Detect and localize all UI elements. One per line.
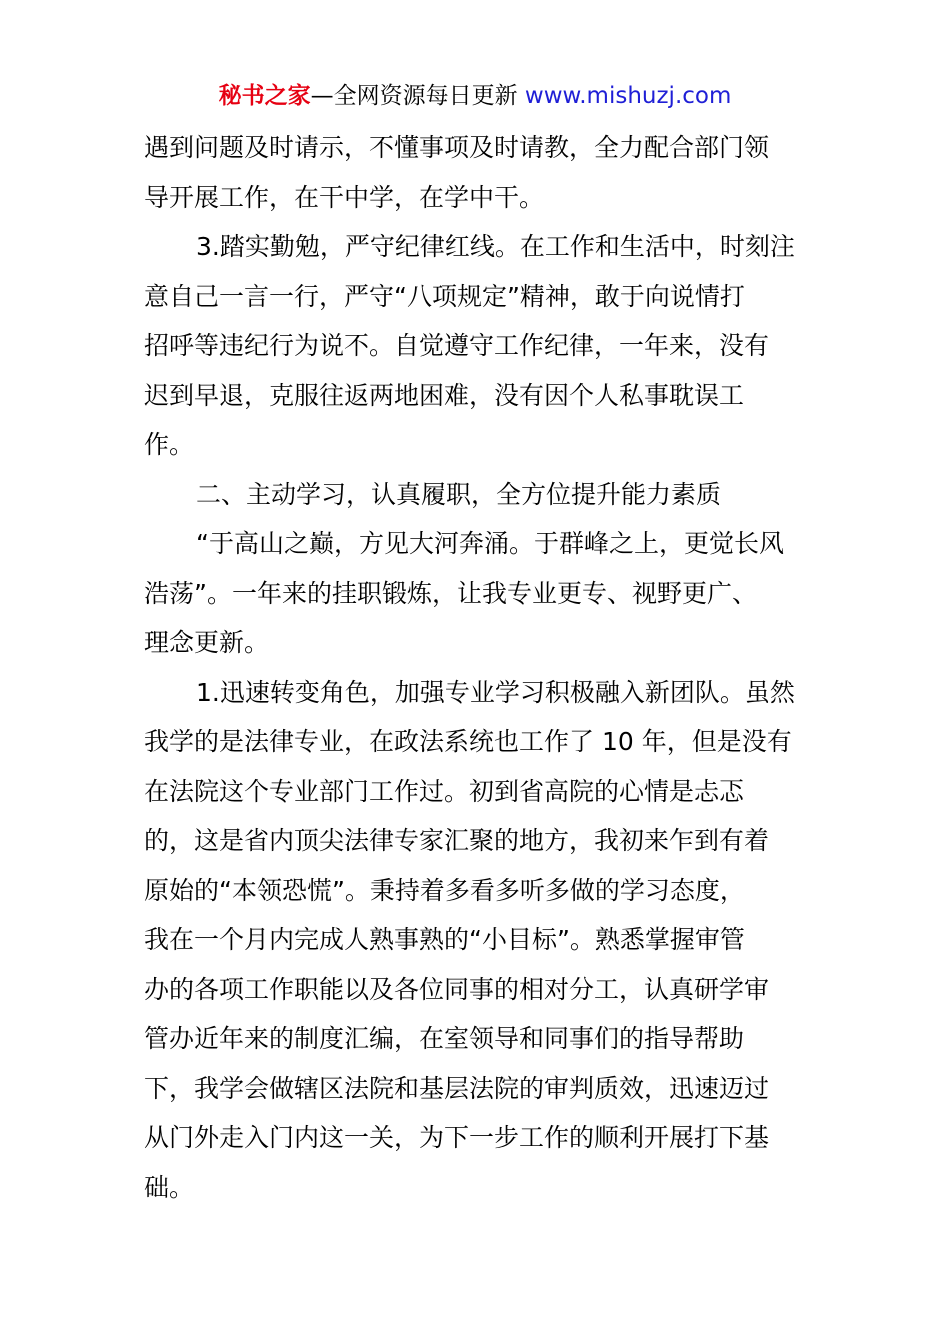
section-heading: 1.迅速转变角色，加强专业学习积极融入新团队。虽然 (196, 677, 795, 707)
body-line: 招呼等违纪行为说不。自觉遵守工作纪律，一年来，没有 (144, 331, 770, 360)
site-tagline: —全网资源每日更新 (310, 83, 518, 109)
body-line: 浩荡”。一年来的挂职锻炼，让我专业更专、视野更广、 (144, 578, 757, 608)
chapter-heading: 二、主动学习，认真履职，全方位提升能力素质 (196, 479, 722, 509)
section-heading: 3.踏实勤勉，严守纪律红线。在工作和生活中，时刻注 (196, 232, 795, 261)
body-line: 导开展工作，在干中学，在学中干。 (144, 182, 545, 212)
body-line: 下，我学会做辖区法院和基层法院的审判质效，迅速迈过 (144, 1073, 770, 1103)
body-line: 理念更新。 (144, 628, 270, 657)
document-body (144, 123, 810, 1212)
body-line: 在法院这个专业部门工作过。初到省高院的心情是忐忑 (144, 776, 745, 806)
body-line: 的，这是省内顶尖法律专家汇聚的地方，我初来乍到有着 (144, 826, 770, 855)
body-line: 我在一个月内完成人熟事熟的“小目标”。熟悉掌握审管 (144, 925, 745, 954)
body-line: 遇到问题及时请示，不懂事项及时请教，全力配合部门领 (144, 133, 770, 162)
body-line: 我学的是法律专业，在政法系统也工作了 10 年，但是没有 (144, 727, 792, 756)
body-line: 础。 (144, 1172, 195, 1202)
quote-line: “于高山之巅，方见大河奔涌。于群峰之上，更觉长风 (196, 529, 784, 558)
body-line: 办的各项工作职能以及各位同事的相对分工，认真研学审 (144, 974, 770, 1004)
body-line: 意自己一言一行，严守“八项规定”精神，敢于向说情打 (144, 281, 745, 311)
site-url-link[interactable]: www.mishuzj.com (524, 83, 732, 109)
body-line: 迟到早退，克服往返两地困难，没有因个人私事耽误工 (144, 380, 745, 410)
body-line: 管办近年来的制度汇编，在室领导和同事们的指导帮助 (144, 1024, 745, 1053)
site-brand: 秘书之家 (218, 83, 311, 109)
body-line: 作。 (144, 430, 195, 459)
page-header (0, 80, 950, 112)
body-line: 从门外走入门内这一关，为下一步工作的顺利开展打下基 (144, 1123, 770, 1152)
body-line: 原始的“本领恐慌”。秉持着多看多听多做的学习态度， (144, 875, 745, 905)
